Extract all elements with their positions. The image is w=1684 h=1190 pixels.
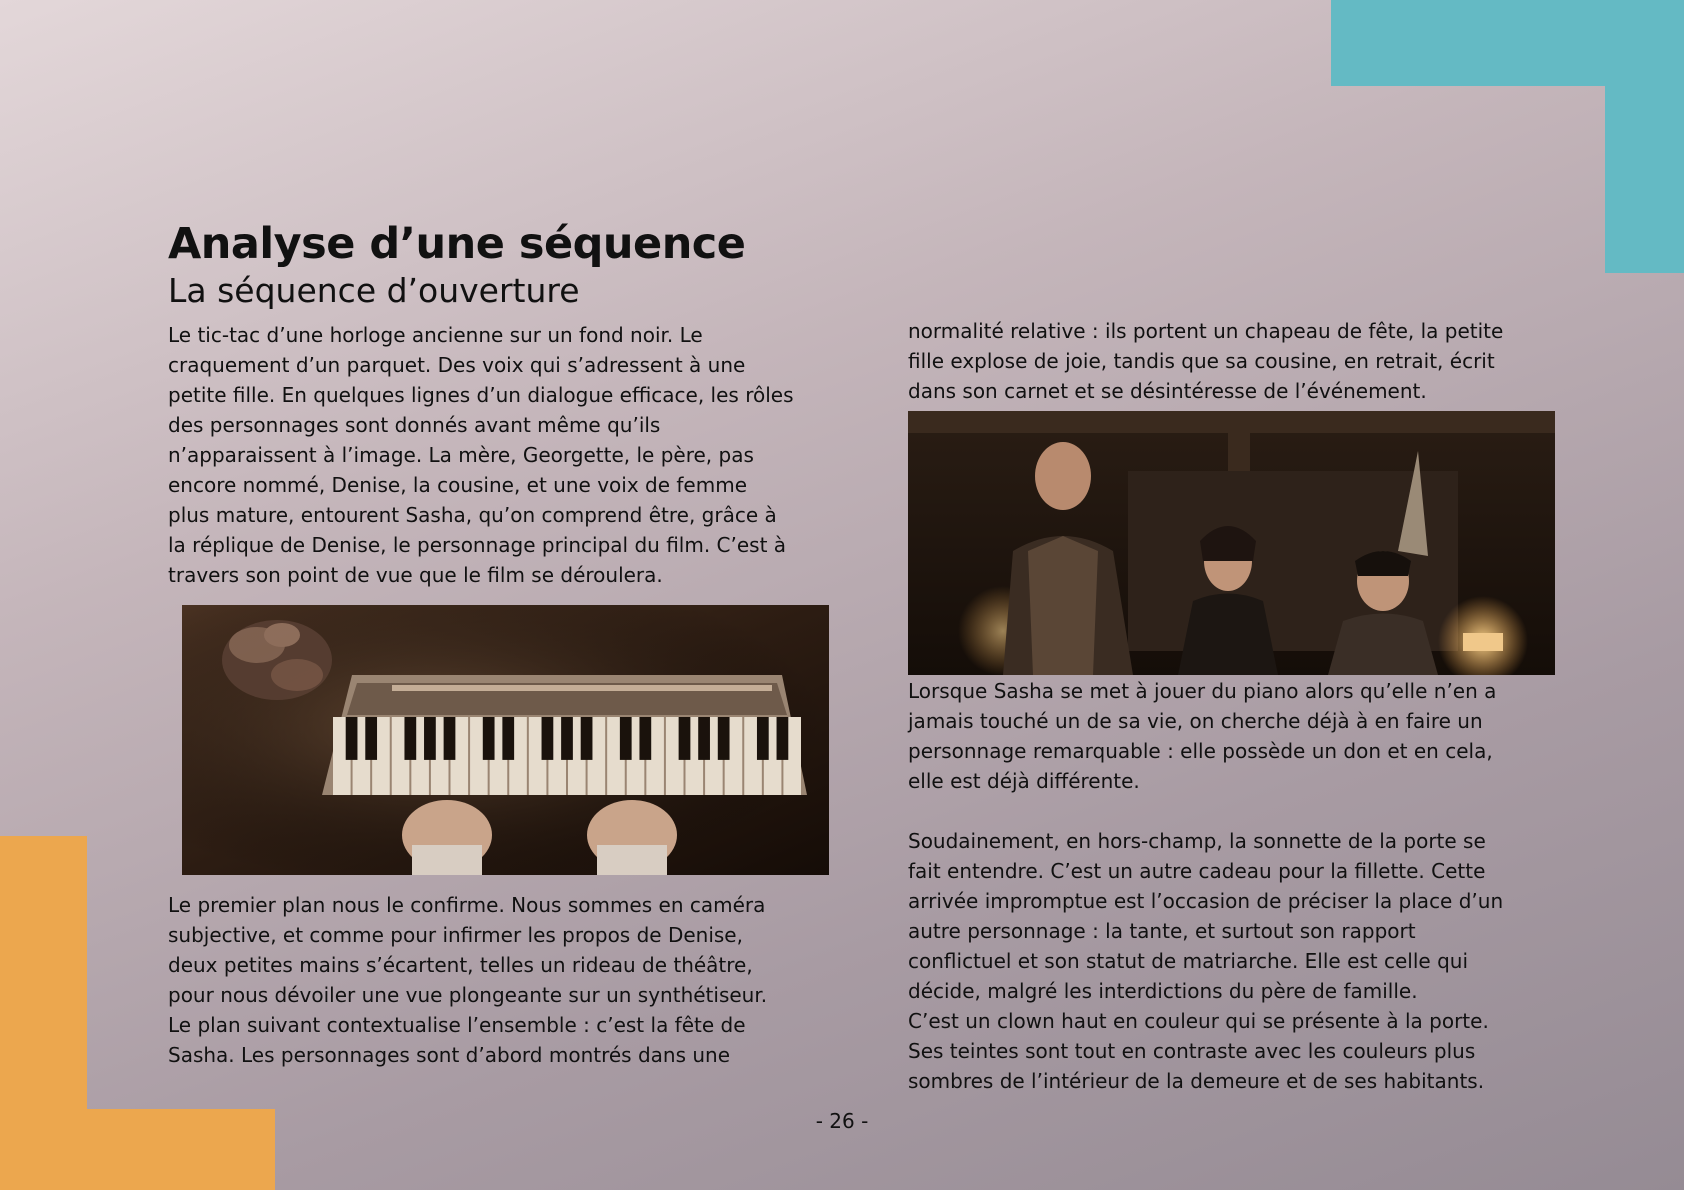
black-key <box>581 717 593 760</box>
black-key <box>404 717 416 760</box>
black-key <box>561 717 573 760</box>
black-key <box>639 717 651 760</box>
black-key <box>620 717 632 760</box>
black-key <box>502 717 514 760</box>
party-illustration <box>908 411 1555 675</box>
black-key <box>718 717 730 760</box>
black-key <box>424 717 436 760</box>
left-paragraph-2: Le premier plan nous le confirme. Nous sommes en caméra subjective, et comme pour infirmer les propos de Denise, deux petites mains s’écartent, telles un rideau de théâtre, pour nous dévoiler une vue plongeante sur un synthétiseur. Le plan suivant contextualise l’ensemble : c’est la fête de Sasha. Les personnages sont d’abord montrés dans une <box>168 893 768 1067</box>
black-key <box>757 717 769 760</box>
piano-film-still <box>182 605 829 875</box>
page-title: Analyse d’une séquence <box>168 219 746 269</box>
black-key <box>346 717 358 760</box>
black-key <box>542 717 554 760</box>
black-key <box>679 717 691 760</box>
page-subtitle: La séquence d’ouverture <box>168 271 580 310</box>
right-paragraph-3: Soudainement, en hors-champ, la sonnette de la porte se fait entendre. C’est un autre cadeau pour la fillette. Cette arrivée impromptue est l’occasion de préciser la place d’un autre personnage : la tante, et surtout son rapport conflictuel et son statut de matriarche. Elle est celle qui décide, malgré les interdictions du père de famille. C’est un clown haut en couleur qui se présente à la porte. Ses teintes sont tout en contraste avec les couleurs plus sombres de l’intérieur de la demeure et de ses habitants. <box>908 829 1504 1093</box>
right-paragraph-2: Lorsque Sasha se met à jouer du piano alors qu’elle n’en a jamais touché un de sa vie, on cherche déjà à en faire un personnage remarquable : elle possède un don et en cela, elle est déjà différente. <box>908 679 1497 793</box>
black-key <box>365 717 377 760</box>
black-key <box>777 717 789 760</box>
black-key <box>483 717 495 760</box>
piano-illustration <box>182 605 829 875</box>
page-number: - 26 - <box>815 1109 869 1133</box>
black-key <box>444 717 456 760</box>
teal-corner-block-side <box>1605 0 1684 273</box>
right-paragraph-1: normalité relative : ils portent un chapeau de fête, la petite fille explose de joie, tandis que sa cousine, en retrait, écrit dans son carnet et se désintéresse de l’événement. <box>908 319 1504 403</box>
left-paragraph-1: Le tic-tac d’une horloge ancienne sur un fond noir. Le craquement d’un parquet. Des voix qui s’adressent à une petite fille. En quelques lignes d’un dialogue efficace, les rôles des personnages sont donnés avant même qu’ils n’apparaissent à l’image. La mère, Georgette, le père, pas encore nommé, Denise, la cousine, et une voix de femme plus mature, entourent Sasha, qu’on comprend être, grâce à la réplique de Denise, le personnage principal du film. C’est à travers son point de vue que le film se déroulera. <box>168 323 794 587</box>
black-key <box>698 717 710 760</box>
orange-corner-block-bottom <box>0 1109 275 1190</box>
party-film-still <box>908 411 1555 675</box>
